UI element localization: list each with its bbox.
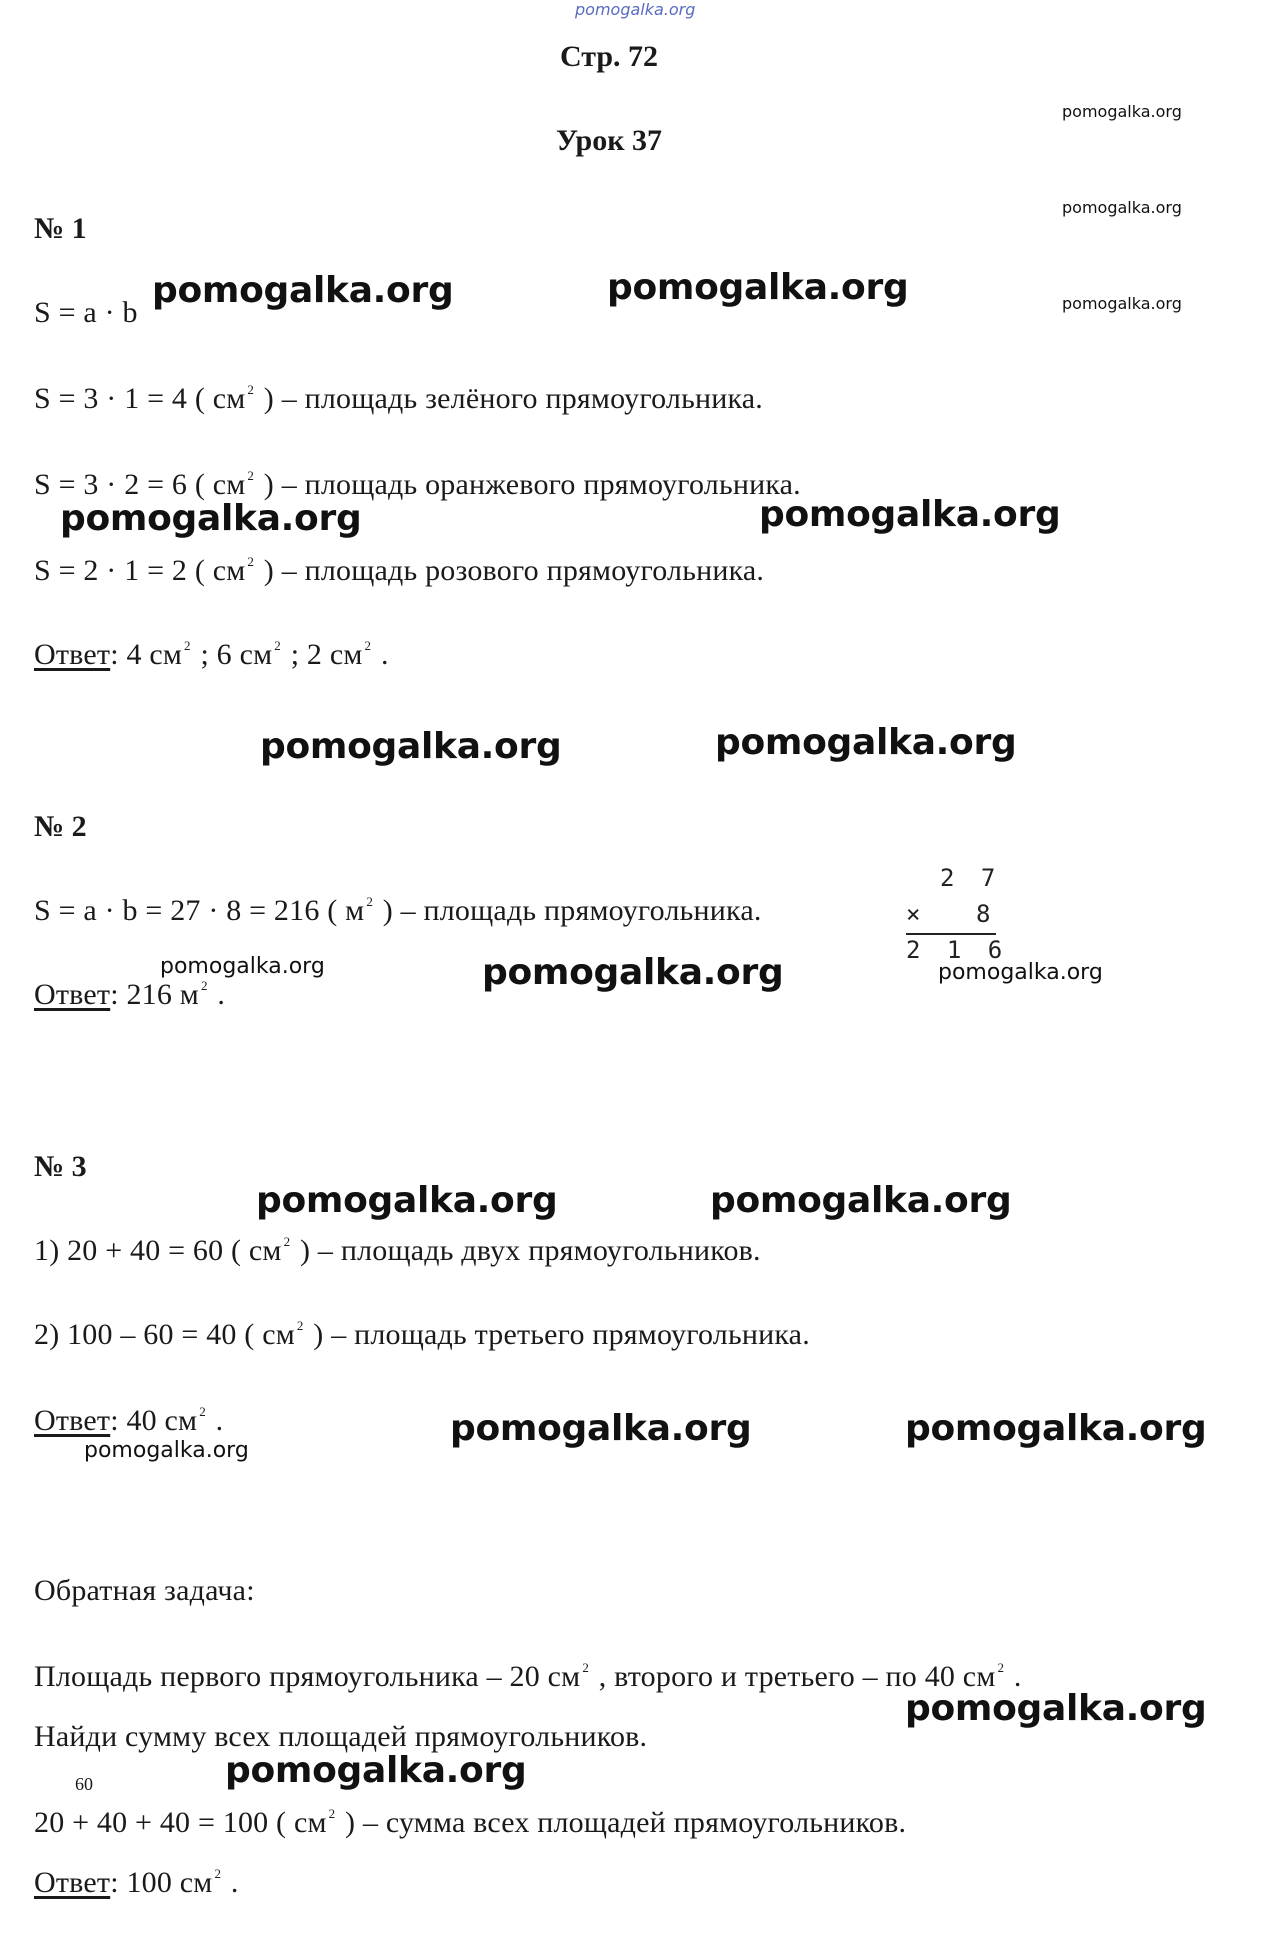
top-watermark: pomogalka.org — [575, 0, 696, 19]
watermark: pomogalka.org — [256, 1180, 558, 1221]
watermark: pomogalka.org — [450, 1408, 752, 1449]
watermark: pomogalka.org — [938, 960, 1103, 985]
watermark: pomogalka.org — [607, 267, 909, 308]
column-second-number: 8 — [976, 900, 997, 928]
column-top-number: 2 7 — [940, 864, 1002, 892]
watermark: pomogalka.org — [84, 1438, 249, 1463]
task1-line-3: S = 2 · 1 = 2 ( см $^2$ ) – площадь розового прямоугольника. — [34, 554, 765, 587]
task3-line-1: 1) 20 + 40 = 60 ( см $^2$ ) – площадь двух прямоугольников. — [34, 1234, 761, 1267]
task1-answer: Ответ: 4 см $^2$ ; 6 см $^2$ ; 2 см $^2$ . — [34, 638, 389, 671]
inverse-task-text-2: Найди сумму всех площадей прямоугольников. — [34, 1720, 648, 1753]
watermark: pomogalka.org — [710, 1180, 1012, 1221]
watermark: pomogalka.org — [715, 722, 1017, 763]
task1-line-2: S = 3 · 2 = 6 ( см $^2$ ) – площадь оранжевого прямоугольника. — [34, 468, 801, 501]
watermark: pomogalka.org — [759, 494, 1061, 535]
small-number: 60 — [75, 1774, 93, 1794]
watermark: pomogalka.org — [1062, 102, 1182, 121]
page-heading: Стр. 72 — [560, 40, 659, 73]
watermark: pomogalka.org — [60, 498, 362, 539]
task2-answer: Ответ: 216 м $^2$ . — [34, 978, 226, 1011]
task3-number: № 3 — [34, 1150, 87, 1183]
watermark: pomogalka.org — [482, 952, 784, 993]
column-multiply-sign: × — [906, 900, 927, 928]
task1-line-1: S = 3 · 1 = 4 ( см $^2$ ) – площадь зелёного прямоугольника. — [34, 382, 764, 415]
inverse-task-sum: 20 + 40 + 40 = 100 ( см $^2$ ) – сумма всех площадей прямоугольников. — [34, 1806, 907, 1839]
watermark: pomogalka.org — [1062, 294, 1182, 313]
task3-line-2: 2) 100 – 60 = 40 ( см $^2$ ) – площадь третьего прямоугольника. — [34, 1318, 810, 1351]
final-answer: Ответ: 100 см $^2$ . — [34, 1866, 239, 1899]
inverse-task-text-1: Площадь первого прямоугольника – 20 см $^2$ , второго и третьего – по 40 см $^2$ . — [34, 1660, 1022, 1693]
task3-answer: Ответ: 40 см $^2$ . — [34, 1404, 224, 1437]
column-result: 2 1 6 — [906, 936, 1009, 964]
watermark: pomogalka.org — [152, 270, 454, 311]
watermark: pomogalka.org — [1062, 198, 1182, 217]
task1-formula: S = a · b — [34, 296, 138, 329]
watermark: pomogalka.org — [225, 1750, 527, 1791]
task1-number: № 1 — [34, 212, 87, 245]
column-divider — [906, 933, 996, 935]
watermark: pomogalka.org — [905, 1408, 1207, 1449]
watermark: pomogalka.org — [260, 726, 562, 767]
watermark: pomogalka.org — [160, 954, 325, 979]
task2-number: № 2 — [34, 810, 87, 843]
inverse-task-title: Обратная задача: — [34, 1574, 255, 1607]
watermark: pomogalka.org — [905, 1688, 1207, 1729]
task2-line: S = a · b = 27 · 8 = 216 ( м $^2$ ) – площадь прямоугольника. — [34, 894, 762, 927]
lesson-heading: Урок 37 — [556, 124, 663, 157]
